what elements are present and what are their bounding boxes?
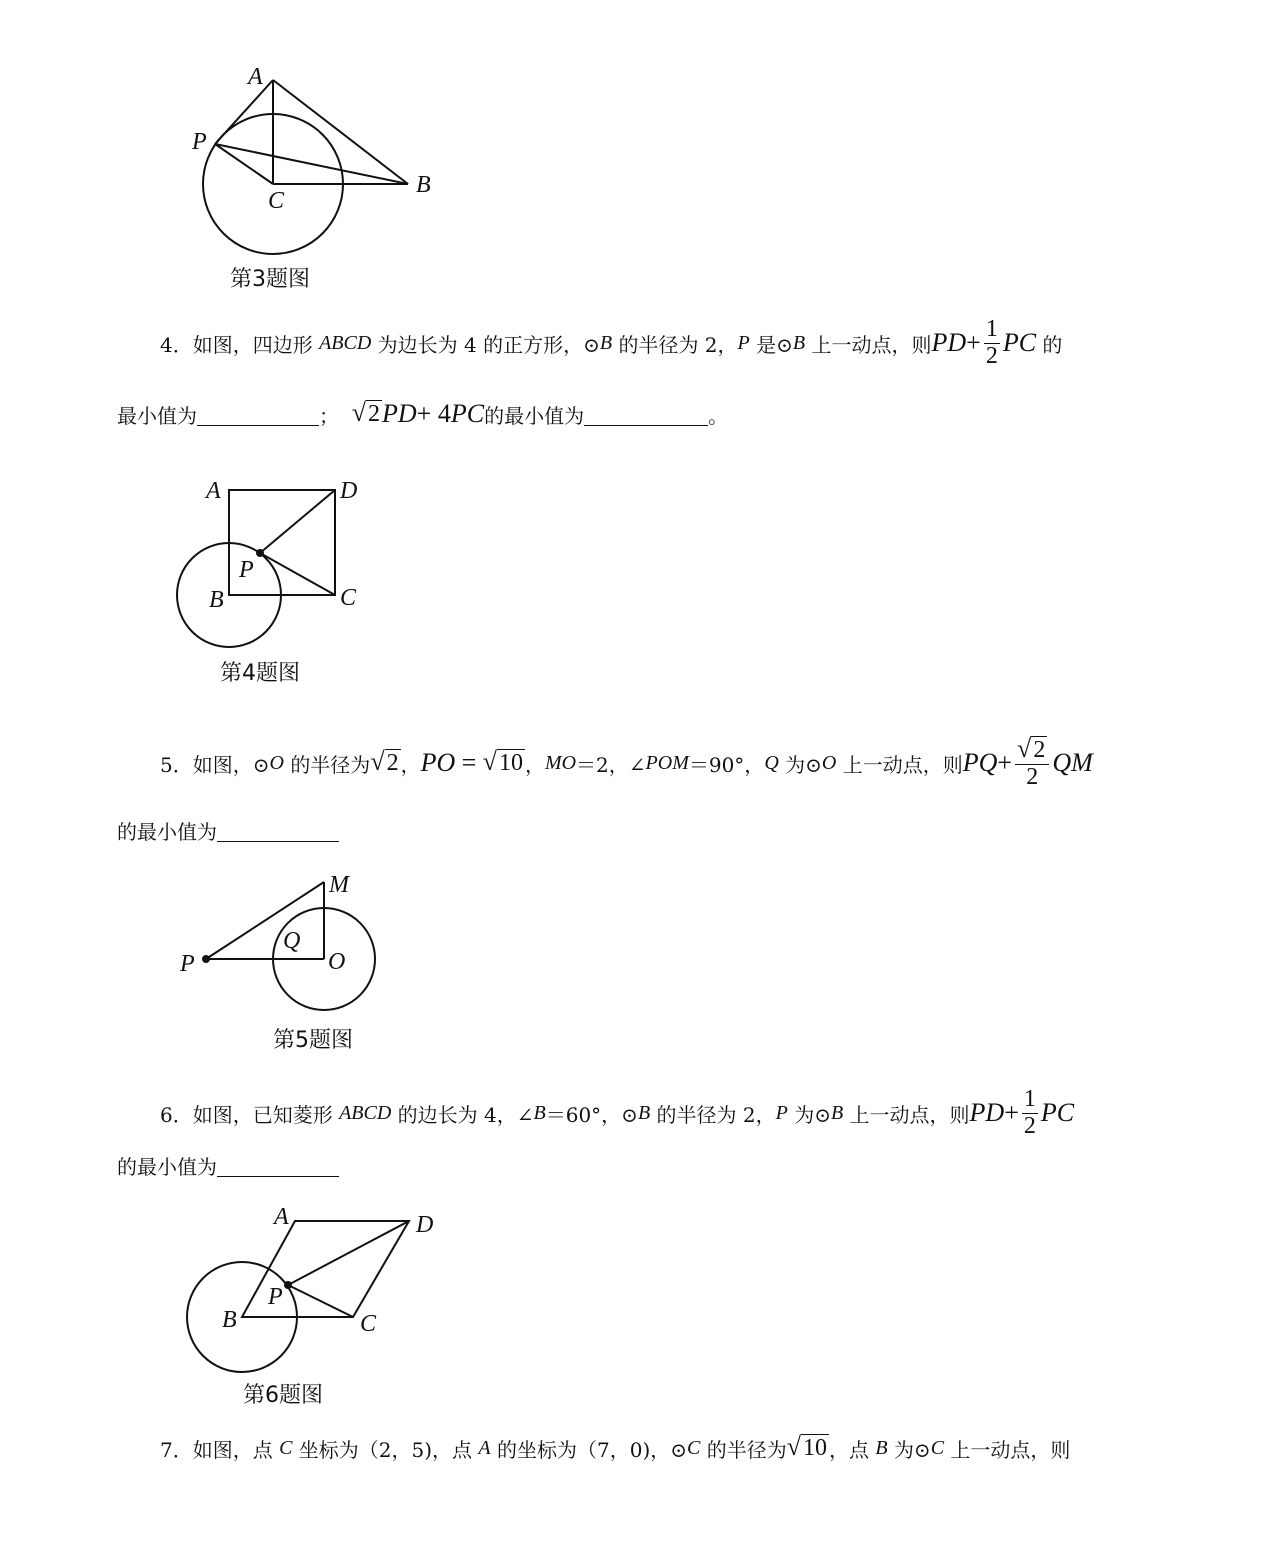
figure-4-caption: 第4题图 — [220, 661, 300, 686]
point-p — [256, 549, 264, 557]
label-b: B — [416, 172, 431, 198]
figure-3 — [170, 60, 470, 270]
figure-6-diagram — [180, 1200, 450, 1380]
sqrt-10: √ 10 — [786, 1432, 827, 1462]
label-c: C — [360, 1311, 377, 1337]
figure-3-diagram — [170, 60, 470, 270]
label-b: B — [209, 587, 224, 613]
label-a: A — [206, 478, 221, 504]
question-6-number: 6． — [160, 1102, 193, 1127]
answer-blank-5[interactable] — [217, 819, 339, 842]
label-p: P — [180, 951, 195, 977]
figure-6 — [180, 1200, 450, 1380]
question-5-line-1: 5． 如图，⊙ O 的半径为 √ 2 ， PO = √ 10 ， MO ＝2，∠ POM ＝90°， Q 为⊙ O 上一动点，则 PQ + √ 2 2 QM — [160, 734, 1093, 790]
answer-blank-4a[interactable] — [197, 403, 319, 426]
label-a: A — [274, 1204, 289, 1230]
point-p — [284, 1281, 292, 1289]
segment-pm — [206, 882, 324, 959]
figure-5-caption: 第5题图 — [273, 1028, 353, 1053]
question-4-line-1: 4． 如图，四边形 ABCD 为边长为 4 的正方形，⊙ B 的半径为 2， P 是⊙ B 上一动点，则 PD + $\frac{1}{2}$ PC 的 — [160, 316, 1063, 369]
segment-pc — [260, 553, 335, 595]
sqrt-10: √ 10 — [482, 747, 523, 777]
sqrt-2: √ 2 — [351, 398, 380, 428]
fraction-one-half: $\frac{1}{2}$ — [1023, 1086, 1036, 1139]
question-7-number: 7． — [160, 1437, 193, 1462]
label-d: D — [340, 478, 358, 504]
segment-pd — [260, 490, 335, 553]
label-o: O — [328, 949, 346, 975]
label-p: P — [268, 1284, 283, 1310]
label-q: Q — [283, 928, 301, 954]
label-c: C — [340, 585, 357, 611]
sqrt-2: √ 2 — [370, 747, 399, 777]
figure-3-caption: 第3题图 — [230, 267, 310, 292]
segment-ap — [215, 80, 273, 144]
point-p — [202, 955, 210, 963]
label-p: P — [239, 557, 254, 583]
figure-5-diagram — [170, 870, 390, 1030]
question-4-line-2: 最小值为 ； √ 2 PD + 4 PC 的最小值为 。 — [117, 398, 729, 428]
label-c: C — [268, 188, 285, 214]
label-a: A — [248, 64, 263, 90]
question-6-line-2: 的最小值为 — [117, 1147, 339, 1183]
figure-5 — [170, 870, 390, 1030]
label-m: M — [329, 872, 349, 898]
question-6-line-1: 6． 如图，已知菱形 ABCD 的边长为 4，∠ B ＝60°，⊙ B 的半径为 2， P 为⊙ B 上一动点，则 PD + $\frac{1}{2}$ PC — [160, 1086, 1075, 1139]
figure-6-caption: 第6题图 — [243, 1383, 323, 1408]
question-4-number: 4． — [160, 332, 193, 357]
figure-4-diagram — [170, 470, 380, 660]
label-p: P — [192, 129, 207, 155]
label-b: B — [222, 1307, 237, 1333]
question-5-number: 5． — [160, 752, 193, 777]
question-5-line-2: 的最小值为 — [117, 812, 339, 848]
label-d: D — [416, 1212, 434, 1238]
answer-blank-4b[interactable] — [584, 403, 708, 426]
fraction-root2-over-2: √ 2 2 — [1015, 736, 1049, 790]
figure-4 — [170, 470, 380, 660]
question-7-line-1: 7． 如图，点 C 坐标为（2，5)，点 A 的坐标为（7，0)，⊙ C 的半径为 √ 10 ，点 B 为⊙ C 上一动点，则 — [160, 1432, 1071, 1462]
answer-blank-6[interactable] — [217, 1154, 339, 1177]
fraction-one-half: $\frac{1}{2}$ — [985, 316, 998, 369]
